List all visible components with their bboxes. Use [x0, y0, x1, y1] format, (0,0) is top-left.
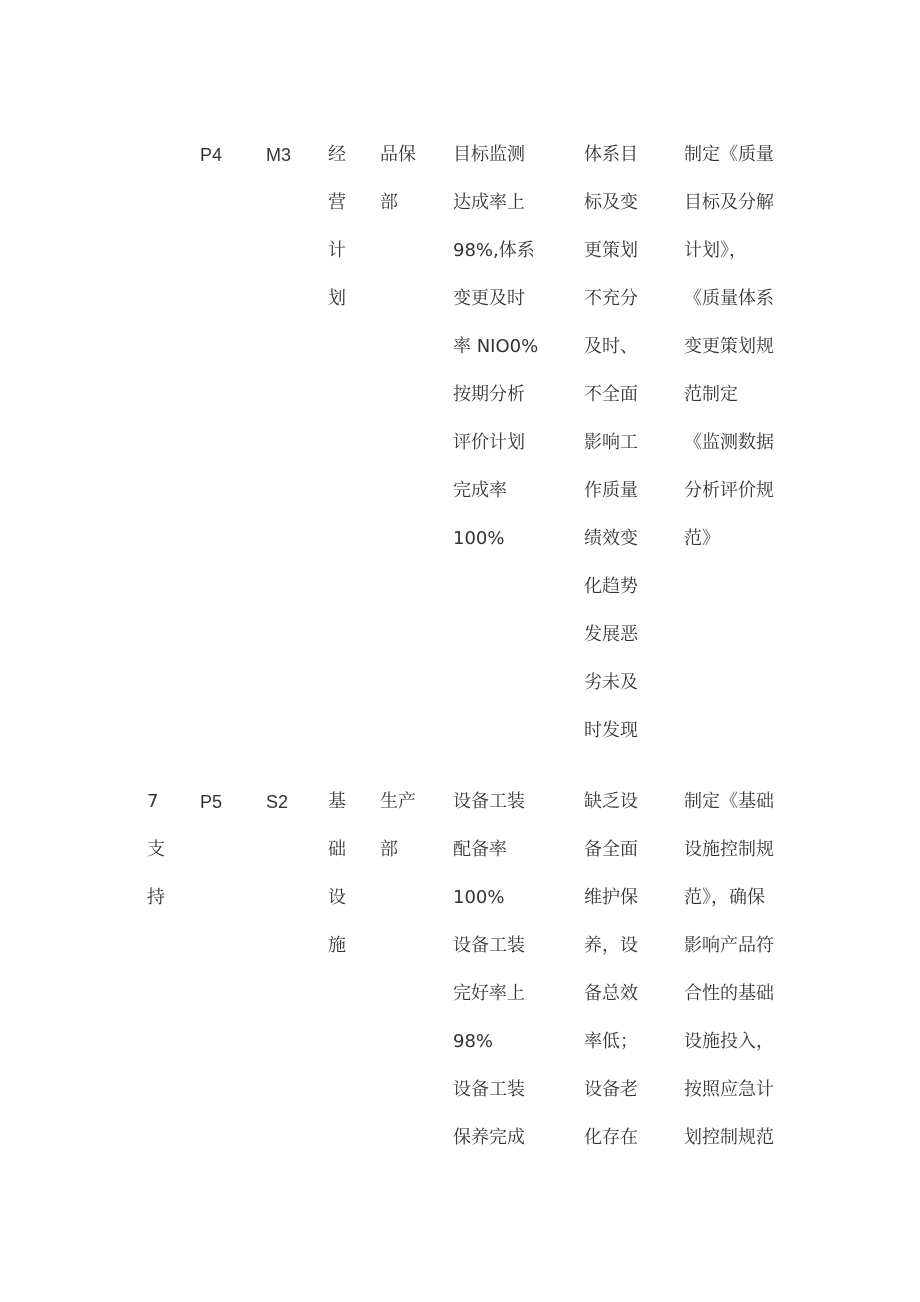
responsible-department: 品保 部: [380, 144, 416, 213]
risk-description: 缺乏设 备全面 维护保 养，设 备总效 率低； 设备老 化存在: [584, 791, 638, 1148]
control-measures: 制定《基础 设施控制规 范》，确保 影响产品符 合性的基础 设施投入， 按照应急计 划控制规范: [684, 791, 774, 1148]
clause-code: M3: [266, 145, 292, 165]
process-code: P4: [200, 145, 223, 165]
responsible-department: 生产 部: [380, 791, 416, 860]
control-measures: 制定《质量 目标及分解 计划》， 《质量体系 变更策划规 范制定 《监测数据 分析评价规 范》: [684, 144, 774, 549]
process-code: P5: [200, 792, 223, 812]
risk-description: 体系目 标及变 更策划 不充分 及时、 不全面 影响工 作质量 绩效变 化趋势 发展恶 劣未及 时发现: [584, 144, 638, 741]
clause-code: S2: [266, 792, 289, 812]
process-name: 经 营 计 划: [328, 144, 346, 309]
target-indicators: 目标监测 达成率上 98%,体系 变更及时 率 NIO0% 按期分析 评价计划 完成率 100%: [453, 144, 539, 549]
target-indicators: 设备工装 配备率 100% 设备工装 完好率上 98% 设备工装 保养完成: [453, 791, 525, 1148]
process-name: 基 础 设 施: [328, 791, 346, 956]
row-number: 7 支 持: [147, 791, 165, 908]
